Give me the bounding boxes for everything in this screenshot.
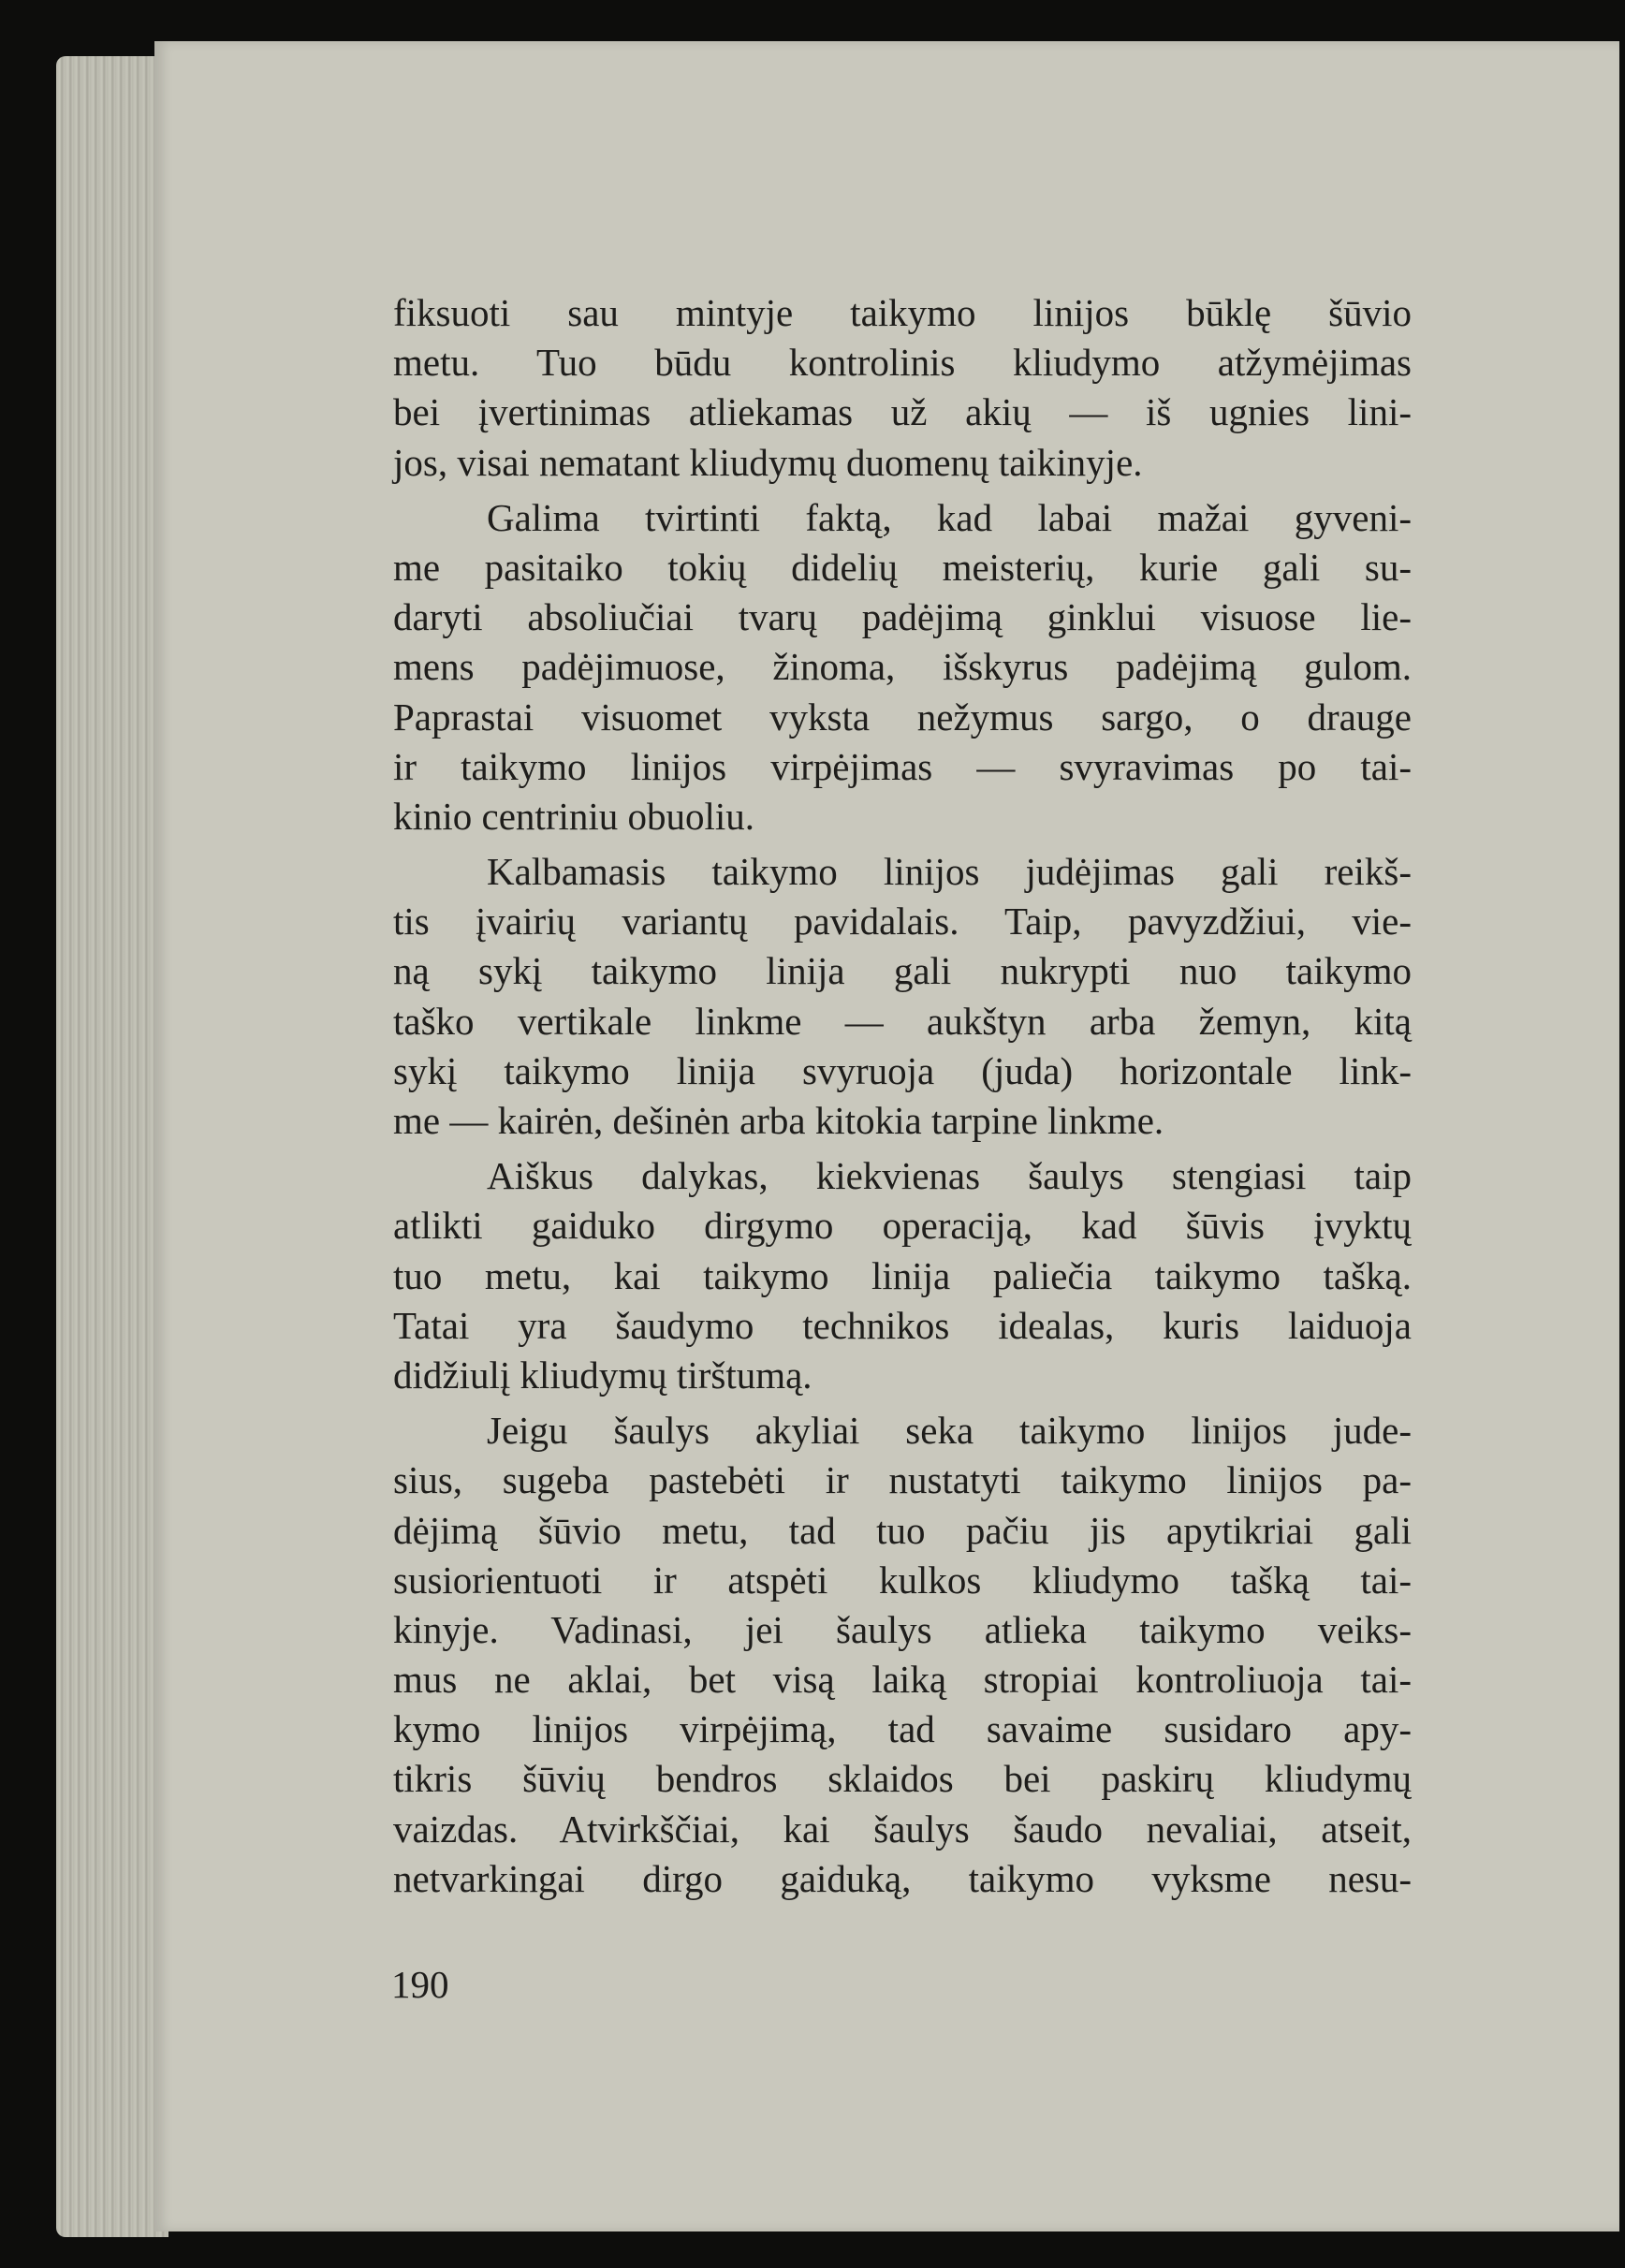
text-line: Paprastai visuomet vyksta nežymus sargo, o drauge xyxy=(393,695,1412,739)
page-number: 190 xyxy=(391,1963,449,2006)
text-line: Tatai yra šaudymo technikos idealas, kuris laiduoja xyxy=(393,1303,1412,1347)
text-line: Aiškus dalykas, kiekvienas šaulys stengiasi taip xyxy=(487,1154,1412,1198)
text-line: tikris šūvių bendros sklaidos bei paskirų kliudymų xyxy=(393,1757,1412,1801)
paragraph xyxy=(393,1406,1412,1904)
body-text xyxy=(393,288,1412,1910)
text-line: atlikti gaiduko dirgymo operaciją, kad šūvis įvyktų xyxy=(393,1204,1412,1248)
text-line: jos, visai nematant kliudymų duomenų taikinyje. xyxy=(393,440,1143,484)
text-line: kinio centriniu obuoliu. xyxy=(393,794,755,838)
text-line: tis įvairių variantų pavidalais. Taip, pavyzdžiui, vie- xyxy=(393,900,1412,944)
paragraph xyxy=(393,1151,1412,1400)
text-line: sykį taikymo linija svyruoja (juda) horizontale link- xyxy=(393,1048,1412,1092)
text-line: kinyje. Vadinasi, jei šaulys atlieka taikymo veiks- xyxy=(393,1607,1412,1651)
text-line: me pasitaiko tokių didelių meisterių, kurie gali su- xyxy=(393,545,1412,589)
text-line: Kalbamasis taikymo linijos judėjimas gali reikš- xyxy=(487,850,1412,894)
text-line: sius, sugeba pastebėti ir nustatyti taikymo linijos pa- xyxy=(393,1458,1412,1502)
text-line: dėjimą šūvio metu, tad tuo pačiu jis apytikriai gali xyxy=(393,1508,1412,1552)
text-line: ir taikymo linijos virpėjimas — svyravimas po tai- xyxy=(393,744,1412,788)
text-line: vaizdas. Atvirkščiai, kai šaulys šaudo nevaliai, atseit, xyxy=(393,1807,1412,1851)
text-line: metu. Tuo būdu kontrolinis kliudymo atžymėjimas xyxy=(393,341,1412,385)
paragraph xyxy=(393,288,1412,488)
text-line: tuo metu, kai taikymo linija paliečia taikymo tašką. xyxy=(393,1253,1412,1297)
text-line: Jeigu šaulys akyliai seka taikymo linijos jude- xyxy=(487,1409,1412,1453)
text-line: ną sykį taikymo linija gali nukrypti nuo taikymo xyxy=(393,949,1412,993)
text-line: netvarkingai dirgo gaiduką, taikymo vyksme nesu- xyxy=(393,1856,1412,1900)
page-edges xyxy=(56,56,168,2237)
text-line: kymo linijos virpėjimą, tad savaime susidaro apy- xyxy=(393,1707,1412,1751)
text-line: me — kairėn, dešinėn arba kitokia tarpine linkme. xyxy=(393,1099,1164,1142)
text-line: Galima tvirtinti faktą, kad labai mažai gyveni- xyxy=(487,495,1412,539)
text-line: daryti absoliučiai tvarų padėjimą ginklui visuose lie- xyxy=(393,595,1412,639)
paragraph xyxy=(393,493,1412,841)
text-line: mus ne aklai, bet visą laiką stropiai kontroliuoja tai- xyxy=(393,1658,1412,1702)
text-line: fiksuoti sau mintyje taikymo linijos būklę šūvio xyxy=(393,291,1412,334)
text-line: susiorientuoti ir atspėti kulkos kliudymo tašką tai- xyxy=(393,1558,1412,1602)
text-line: taško vertikale linkme — aukštyn arba žemyn, kitą xyxy=(393,999,1412,1043)
paragraph xyxy=(393,847,1412,1146)
text-line: mens padėjimuose, žinoma, išskyrus padėjimą gulom. xyxy=(393,645,1412,689)
text-line: didžiulį kliudymų tirštumą. xyxy=(393,1353,812,1397)
text-line: bei įvertinimas atliekamas už akių — iš ugnies lini- xyxy=(393,390,1412,434)
